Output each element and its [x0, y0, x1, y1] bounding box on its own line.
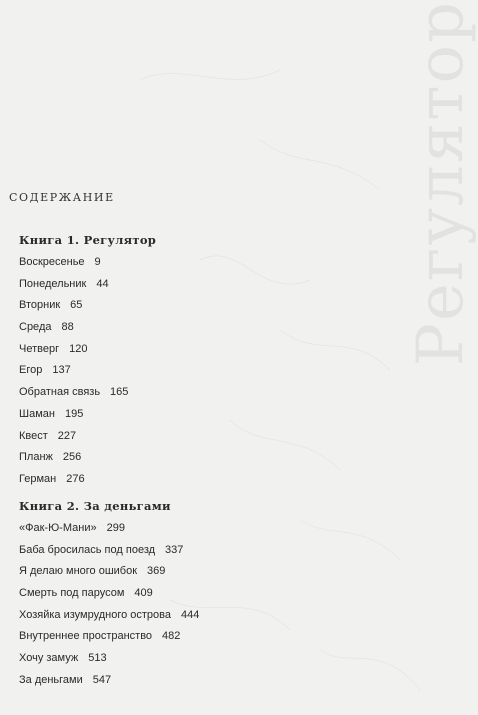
- chapter-page: 195: [64, 407, 84, 420]
- chapter-title: За деньгами: [19, 673, 83, 686]
- chapter-title: Смерть под парусом: [19, 587, 125, 600]
- chapter-title: Среда: [19, 321, 52, 334]
- chapter-page: 482: [162, 630, 181, 643]
- toc-entry: [19, 297, 156, 319]
- chapter-title: Егор: [19, 364, 43, 377]
- toc-entry: [19, 471, 156, 493]
- chapter-title: Герман: [19, 472, 57, 485]
- chapter-title: Хозяйка изумрудного острова: [19, 608, 171, 621]
- toc-entry: [19, 341, 156, 363]
- chapter-title: Квест: [19, 429, 48, 442]
- chapter-title: Я делаю много ошибок: [19, 565, 138, 578]
- toc-title: СОДЕРЖАНИЕ: [9, 191, 115, 204]
- toc-entry: [19, 276, 156, 298]
- chapter-list: [19, 520, 199, 694]
- toc-entry: [19, 585, 199, 607]
- chapter-page: 65: [70, 299, 83, 312]
- chapter-list: [19, 254, 156, 493]
- chapter-page: 88: [61, 321, 74, 334]
- toc-entry: [19, 607, 199, 629]
- toc-entry: [19, 362, 156, 384]
- chapter-page: 444: [181, 608, 200, 621]
- toc-entry: [19, 406, 156, 428]
- chapter-title: Вторник: [19, 299, 61, 312]
- book-section-1: [19, 233, 156, 493]
- chapter-title: Внутреннее пространство: [19, 630, 153, 643]
- chapter-title: Воскресенье: [19, 256, 85, 268]
- toc-entry: [19, 449, 156, 471]
- chapter-title: Шаман: [19, 407, 55, 420]
- toc-entry: [19, 628, 199, 650]
- toc-entry: [19, 319, 156, 341]
- chapter-title: Хочу замуж: [19, 652, 79, 665]
- chapter-title: Обратная связь: [19, 386, 101, 399]
- chapter-title: «Фак-Ю-Мани»: [19, 522, 97, 534]
- chapter-title: Понедельник: [19, 277, 87, 290]
- watermark-title: Регулятор: [404, 0, 478, 367]
- chapter-page: 369: [147, 565, 166, 578]
- spine-watermark: [398, 0, 478, 470]
- chapter-page: 337: [165, 543, 184, 556]
- book-heading: Книга 1. Регулятор: [19, 233, 157, 247]
- chapter-page: 299: [106, 522, 125, 534]
- toc-entry: [19, 650, 199, 672]
- chapter-page: 227: [57, 429, 77, 442]
- chapter-title: Планж: [19, 451, 53, 464]
- toc-entry: [19, 563, 199, 585]
- toc-entry: [19, 254, 156, 276]
- chapter-page: 120: [69, 342, 88, 355]
- chapter-page: 165: [110, 386, 129, 399]
- toc-entry: [19, 520, 199, 542]
- book-heading: Книга 2. За деньгами: [19, 499, 171, 513]
- chapter-page: 276: [66, 472, 85, 485]
- chapter-title: Четверг: [19, 342, 60, 355]
- toc-entry: [19, 542, 199, 564]
- chapter-page: 44: [96, 277, 109, 290]
- chapter-page: 9: [94, 256, 101, 268]
- chapter-page: 547: [92, 673, 112, 686]
- toc-entry: [19, 428, 156, 450]
- chapter-page: 137: [52, 364, 71, 377]
- chapter-page: 409: [134, 587, 153, 600]
- chapter-page: 256: [62, 451, 82, 464]
- toc-entry: [19, 672, 199, 694]
- chapter-page: 513: [88, 652, 107, 665]
- toc-entry: [19, 384, 156, 406]
- book-section-2: [19, 499, 199, 694]
- chapter-title: Баба бросилась под поезд: [19, 543, 156, 556]
